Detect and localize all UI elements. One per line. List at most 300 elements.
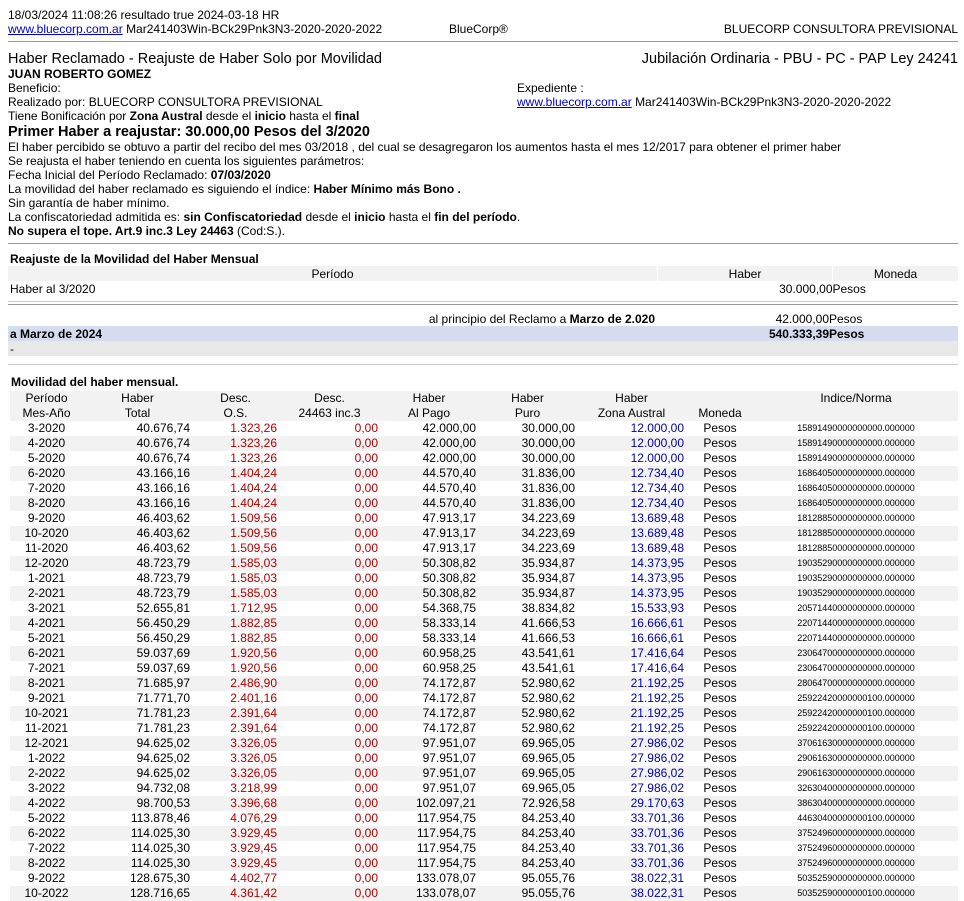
cell-haber-pago: 117.954,75 xyxy=(416,841,476,855)
cell-indice: 19035290000000000.000000 xyxy=(754,586,958,601)
cell-desc-24463: 0,00 xyxy=(354,631,378,645)
cell-periodo: 8-2022 xyxy=(10,856,83,871)
cell-haber-total: 52.655,81 xyxy=(136,601,190,615)
cell-moneda: Pesos xyxy=(686,586,754,601)
col-moneda-header xyxy=(686,391,754,406)
table-row xyxy=(10,541,958,556)
col-haber-puro-header: Puro xyxy=(478,406,577,421)
cell-moneda: Pesos xyxy=(686,616,754,631)
benefit-type: Jubilación Ordinaria - PBU - PC - PAP Ley 24241 xyxy=(641,51,958,67)
primer-haber: Primer Haber a reajustar: 30.000,00 Pesos del 3/2020 xyxy=(8,124,370,140)
cell-indice: 37524960000000000.000000 xyxy=(754,856,958,871)
cell-desc-24463: 0,00 xyxy=(279,496,380,511)
col-haber-pago-header: Haber xyxy=(380,391,478,406)
table-row xyxy=(10,751,958,766)
cell-zona-austral: 12.000,00 xyxy=(630,421,684,435)
cell-desc-24463: 0,00 xyxy=(354,721,378,735)
cell-indice: 29061630000000000.000000 xyxy=(797,753,915,763)
cell-haber-puro: 69.965,05 xyxy=(521,751,575,765)
table-row xyxy=(10,496,958,511)
cell-indice: 37524960000000000.000000 xyxy=(797,843,915,853)
cell-desc-24463: 0,00 xyxy=(354,451,378,465)
expediente-line xyxy=(517,95,891,109)
cell-zona-austral: 14.373,95 xyxy=(630,571,684,585)
cell-desc-os: 1.404,24 xyxy=(192,496,279,511)
cell-moneda: Pesos xyxy=(686,436,754,451)
cell-haber-pago: 74.172,87 xyxy=(380,676,478,691)
table-row xyxy=(10,856,958,871)
cell-haber-puro: 41.666,53 xyxy=(478,616,577,631)
table-header-row xyxy=(10,391,958,406)
cell-zona-austral: 21.192,25 xyxy=(577,676,686,691)
col-zona-austral-header: Zona Austral xyxy=(577,406,686,421)
cell-zona-austral: 21.192,25 xyxy=(630,721,684,735)
cell-periodo: 10-2021 xyxy=(10,706,83,721)
cell-periodo: 4-2020 xyxy=(10,436,83,451)
cell-desc-24463: 0,00 xyxy=(354,781,378,795)
table-row xyxy=(10,706,958,721)
cell-zona-austral: 12.000,00 xyxy=(630,451,684,465)
cell-haber-puro: 84.253,40 xyxy=(521,811,575,825)
cell-haber-puro: 30.000,00 xyxy=(521,421,575,435)
cell-desc-24463: 0,00 xyxy=(354,541,378,555)
reajuste-title: Reajuste de la Movilidad del Haber Mensual xyxy=(10,252,259,266)
cell-haber-puro: 72.926,58 xyxy=(478,796,577,811)
cell-periodo: 12-2020 xyxy=(10,556,83,571)
cell-haber-total: 71.781,23 xyxy=(136,721,190,735)
table-row xyxy=(10,826,958,841)
col-haber: Haber xyxy=(658,266,833,281)
col-periodo: Período xyxy=(8,266,658,281)
brand: BlueCorp® xyxy=(449,22,508,36)
col-periodo-header: Período xyxy=(10,391,83,406)
cell-indice: 23064700000000000.000000 xyxy=(754,646,958,661)
table-row xyxy=(10,736,958,751)
desc-line-3: Fecha Inicial del Período Reclamado: 07/03/2020 xyxy=(8,168,271,182)
cell-desc-24463: 0,00 xyxy=(279,676,380,691)
cell-zona-austral: 15.533,93 xyxy=(630,601,684,615)
cell-indice: 19035290000000000.000000 xyxy=(797,573,915,583)
cell-periodo: 9-2021 xyxy=(27,691,66,705)
cell-haber-puro: 35.934,87 xyxy=(521,571,575,585)
cell-zona-austral: 21.192,25 xyxy=(577,706,686,721)
cell-haber-puro: 31.836,00 xyxy=(521,481,575,495)
timestamp: 18/03/2024 11:08:26 resultado true 2024-03-18 HR xyxy=(8,8,280,22)
cell-haber-total: 48.723,79 xyxy=(136,571,190,585)
cell-haber-puro: 52.980,62 xyxy=(478,706,577,721)
cell-indice: 37524960000000000.000000 xyxy=(754,826,958,841)
cell-moneda: Pesos xyxy=(703,871,737,885)
col-indice-header: Indice/Norma xyxy=(754,391,958,406)
cell-desc-24463: 0,00 xyxy=(279,706,380,721)
table-row xyxy=(10,466,958,481)
table-row xyxy=(10,481,958,496)
cell-desc-os: 1.509,56 xyxy=(230,511,277,525)
cell-desc-os: 1.323,26 xyxy=(192,436,279,451)
cell-moneda: Pesos xyxy=(686,676,754,691)
cell-haber-total: 94.625,02 xyxy=(136,751,190,765)
cell-desc-24463: 0,00 xyxy=(354,871,378,885)
cell-haber-pago: 42.000,00 xyxy=(422,421,476,435)
cell-haber-puro: 52.980,62 xyxy=(478,676,577,691)
cell-haber-puro: 30.000,00 xyxy=(521,451,575,465)
cell-zona-austral: 33.701,36 xyxy=(630,841,684,855)
cell-zona-austral: 27.986,02 xyxy=(577,736,686,751)
divider xyxy=(8,41,958,42)
cell-zona-austral: 17.416,64 xyxy=(577,646,686,661)
table-row xyxy=(10,691,958,706)
cell-haber-total: 114.025,30 xyxy=(130,841,190,855)
cell-haber-total: 40.676,74 xyxy=(83,436,192,451)
cell-haber-pago: 50.308,82 xyxy=(380,586,478,601)
table-row xyxy=(10,526,958,541)
col-haber-pago-header: Al Pago xyxy=(380,406,478,421)
cell-haber-total: 114.025,30 xyxy=(83,826,192,841)
divider xyxy=(8,301,958,302)
cell-haber-puro: 69.965,05 xyxy=(478,766,577,781)
cell-haber-total: 59.037,69 xyxy=(136,661,190,675)
cell-haber-total: 48.723,79 xyxy=(83,586,192,601)
cell-desc-24463: 0,00 xyxy=(279,646,380,661)
cell-haber-total: 94.732,08 xyxy=(136,781,190,795)
table-row xyxy=(10,766,958,781)
cell-periodo: 6-2021 xyxy=(10,646,83,661)
col-indice-header xyxy=(754,406,958,421)
reajuste-table xyxy=(8,266,958,296)
cell-haber-puro: 43.541,61 xyxy=(478,646,577,661)
cell-desc-24463: 0,00 xyxy=(354,481,378,495)
cell-haber-puro: 34.223,69 xyxy=(521,541,575,555)
desc-line-4: La movilidad del haber reclamado es siguiendo el índice: Haber Mínimo más Bono . xyxy=(8,182,461,196)
movilidad-title: Movilidad del haber mensual. xyxy=(11,375,179,389)
cell-haber-total: 48.723,79 xyxy=(83,556,192,571)
cell-desc-os: 1.404,24 xyxy=(192,466,279,481)
cell-desc-24463: 0,00 xyxy=(279,466,380,481)
cell-moneda: Pesos xyxy=(703,511,737,525)
table-row xyxy=(10,451,958,466)
row-label: - xyxy=(10,341,14,356)
cell-indice: 15891490000000000.000000 xyxy=(754,436,958,451)
cell-periodo: 11-2020 xyxy=(24,541,69,555)
cell-desc-os: 3.929,45 xyxy=(230,841,277,855)
cell-periodo: 2-2022 xyxy=(10,766,83,781)
cell-haber-puro: 43.541,61 xyxy=(521,661,575,675)
cell-haber-pago: 44.570,40 xyxy=(380,496,478,511)
table-row xyxy=(10,616,958,631)
cell-zona-austral: 27.986,02 xyxy=(630,781,684,795)
cell-haber-puro: 95.055,76 xyxy=(478,886,577,901)
col-moneda-header: Moneda xyxy=(686,406,754,421)
cell-desc-os: 3.326,05 xyxy=(192,766,279,781)
cell-desc-os: 1.920,56 xyxy=(192,646,279,661)
cell-haber-total: 128.716,65 xyxy=(83,886,192,901)
cell-haber-total: 46.403,62 xyxy=(136,511,190,525)
cell-desc-24463: 0,00 xyxy=(279,736,380,751)
cell-periodo: 12-2021 xyxy=(10,736,83,751)
cell-indice: 15891490000000000.000000 xyxy=(797,423,915,433)
cell-haber-pago: 58.333,14 xyxy=(380,616,478,631)
cell-desc-os: 1.882,85 xyxy=(230,631,277,645)
reajuste-summary-table xyxy=(8,311,958,356)
table-row xyxy=(10,511,958,526)
expediente-value: Mar241403Win-BCk29Pnk3N3-2020-2020-2022 xyxy=(635,95,892,109)
movilidad-table xyxy=(10,391,958,901)
cell-moneda: Pesos xyxy=(703,841,737,855)
cell-haber-puro: 69.965,05 xyxy=(521,781,575,795)
cell-moneda: Pesos xyxy=(686,706,754,721)
site-link[interactable]: www.bluecorp.com.ar xyxy=(8,22,123,36)
cell-periodo: 6-2020 xyxy=(10,466,83,481)
cell-haber-total: 43.166,16 xyxy=(83,466,192,481)
table-header-row xyxy=(10,406,958,421)
cell-moneda: Pesos xyxy=(703,661,737,675)
cell-zona-austral: 12.000,00 xyxy=(577,436,686,451)
cell-indice: 23064700000000000.000000 xyxy=(797,663,915,673)
cell-haber-total: 128.675,30 xyxy=(129,871,190,885)
cell-periodo: 8-2021 xyxy=(10,676,83,691)
cell-haber-total: 71.771,70 xyxy=(136,691,190,705)
row-moneda: Pesos xyxy=(829,326,865,341)
cell-zona-austral: 14.373,95 xyxy=(577,586,686,601)
table-row xyxy=(10,811,958,826)
cell-desc-os: 3.396,68 xyxy=(192,796,279,811)
table-row xyxy=(10,436,958,451)
cell-desc-24463: 0,00 xyxy=(279,586,380,601)
cell-moneda: Pesos xyxy=(703,631,737,645)
cell-periodo: 4-2022 xyxy=(10,796,83,811)
cell-indice: 37061630000000000.000000 xyxy=(754,736,958,751)
cell-desc-24463: 0,00 xyxy=(354,841,378,855)
table-row xyxy=(10,871,958,886)
cell-desc-os: 3.326,05 xyxy=(230,751,277,765)
cell-moneda: Pesos xyxy=(703,781,737,795)
cell-indice: 20571440000000000.000000 xyxy=(797,603,915,613)
cell-haber-pago: 50.308,82 xyxy=(380,556,478,571)
cell-periodo: 10-2020 xyxy=(10,526,83,541)
cell-haber-total: 113.878,46 xyxy=(130,811,190,825)
cell-desc-os: 4.402,77 xyxy=(230,871,277,885)
cell-periodo: 3-2022 xyxy=(27,781,66,795)
row-label: Haber al 3/2020 xyxy=(10,281,96,296)
cell-periodo: 6-2022 xyxy=(10,826,83,841)
cell-desc-os: 1.920,56 xyxy=(230,661,277,675)
cell-haber-pago: 133.078,07 xyxy=(380,886,478,901)
row-label: al principio del Reclamo a Marzo de 2.020 xyxy=(428,311,655,326)
cell-haber-total: 56.450,29 xyxy=(136,631,190,645)
cell-haber-pago: 102.097,21 xyxy=(380,796,478,811)
table-row xyxy=(10,601,958,616)
desc-line-5: Sin garantía de haber mínimo. xyxy=(8,196,170,210)
cell-desc-os: 3.326,05 xyxy=(192,736,279,751)
cell-desc-os: 1.323,26 xyxy=(230,451,277,465)
cell-haber-total: 71.781,23 xyxy=(83,706,192,721)
cell-desc-os: 1.882,85 xyxy=(192,616,279,631)
col-haber-puro-header: Haber xyxy=(478,391,577,406)
table-row xyxy=(10,421,958,436)
cell-haber-pago: 60.958,25 xyxy=(380,646,478,661)
cell-desc-24463: 0,00 xyxy=(354,571,378,585)
cell-desc-24463: 0,00 xyxy=(279,886,380,901)
cell-zona-austral: 38.022,31 xyxy=(630,871,684,885)
cell-haber-puro: 38.834,82 xyxy=(521,601,575,615)
divider xyxy=(8,243,958,244)
cell-indice: 29061630000000000.000000 xyxy=(754,766,958,781)
col-desc-24463-header: Desc. xyxy=(279,391,380,406)
cell-periodo: 2-2021 xyxy=(10,586,83,601)
cell-zona-austral: 16.666,61 xyxy=(577,616,686,631)
table-row xyxy=(10,571,958,586)
cell-periodo: 9-2020 xyxy=(27,511,66,525)
table-row xyxy=(10,886,958,901)
cell-periodo: 3-2020 xyxy=(27,421,66,435)
beneficio-label: Beneficio: xyxy=(8,81,61,95)
cell-haber-pago: 60.958,25 xyxy=(422,661,476,675)
cell-haber-total: 43.166,16 xyxy=(83,496,192,511)
cell-desc-24463: 0,00 xyxy=(354,511,378,525)
cell-haber-pago: 47.913,17 xyxy=(380,526,478,541)
cell-desc-os: 3.218,99 xyxy=(230,781,277,795)
cell-zona-austral: 27.986,02 xyxy=(577,766,686,781)
cell-moneda: Pesos xyxy=(703,451,737,465)
cell-haber-total: 94.625,02 xyxy=(83,766,192,781)
cell-desc-24463: 0,00 xyxy=(279,766,380,781)
cell-haber-pago: 97.951,07 xyxy=(380,736,478,751)
cell-periodo: 7-2021 xyxy=(27,661,66,675)
cell-haber-pago: 117.954,75 xyxy=(380,856,478,871)
expediente-label: Expediente : xyxy=(517,81,584,95)
cell-haber-pago: 50.308,82 xyxy=(422,571,476,585)
row-label: a Marzo de 2024 xyxy=(10,326,103,341)
cell-haber-pago: 44.570,40 xyxy=(380,466,478,481)
cell-zona-austral: 13.689,48 xyxy=(630,511,684,525)
table-row xyxy=(10,646,958,661)
cell-desc-24463: 0,00 xyxy=(354,811,378,825)
col-haber-total-header: Haber xyxy=(83,391,192,406)
cell-haber-puro: 31.836,00 xyxy=(478,466,577,481)
cell-desc-os: 1.585,03 xyxy=(192,556,279,571)
col-desc-24463-header: 24463 inc.3 xyxy=(279,406,380,421)
cell-haber-total: 56.450,29 xyxy=(83,616,192,631)
cell-periodo: 3-2021 xyxy=(27,601,66,615)
cell-moneda: Pesos xyxy=(703,541,737,555)
cell-haber-total: 71.685,97 xyxy=(83,676,192,691)
cell-desc-os: 1.323,26 xyxy=(230,421,277,435)
cell-haber-puro: 84.253,40 xyxy=(521,841,575,855)
row-moneda: Pesos xyxy=(832,281,866,296)
table-row xyxy=(10,781,958,796)
cell-zona-austral: 12.734,40 xyxy=(577,496,686,511)
cell-desc-24463: 0,00 xyxy=(354,421,378,435)
cell-desc-os: 1.509,56 xyxy=(230,541,277,555)
cell-zona-austral: 33.701,36 xyxy=(577,856,686,871)
cell-desc-os: 1.712,95 xyxy=(230,601,277,615)
cell-haber-total: 94.625,02 xyxy=(83,736,192,751)
cell-periodo: 5-2022 xyxy=(27,811,66,825)
desc-line-7: No supera el tope. Art.9 inc.3 Ley 24463 (Cod:S.). xyxy=(8,224,286,238)
cell-desc-24463: 0,00 xyxy=(354,691,378,705)
cell-desc-os: 4.076,29 xyxy=(230,811,277,825)
cell-desc-os: 1.585,03 xyxy=(192,586,279,601)
cell-haber-puro: 52.980,62 xyxy=(521,691,575,705)
cell-haber-pago: 74.172,87 xyxy=(422,691,476,705)
cell-haber-pago: 74.172,87 xyxy=(380,706,478,721)
cell-moneda: Pesos xyxy=(686,526,754,541)
cell-desc-os: 1.585,03 xyxy=(230,571,277,585)
cell-haber-puro: 84.253,40 xyxy=(478,856,577,871)
cell-haber-puro: 41.666,53 xyxy=(521,631,575,645)
cell-moneda: Pesos xyxy=(703,751,737,765)
cell-haber-total: 46.403,62 xyxy=(136,541,190,555)
cell-indice: 18128850000000000.000000 xyxy=(754,526,958,541)
cell-desc-24463: 0,00 xyxy=(354,601,378,615)
cell-zona-austral: 33.701,36 xyxy=(577,826,686,841)
cell-desc-os: 2.391,64 xyxy=(192,706,279,721)
cell-moneda: Pesos xyxy=(703,571,737,585)
cell-haber-pago: 44.570,40 xyxy=(422,481,476,495)
cell-indice: 28064700000000000.000000 xyxy=(754,676,958,691)
row-value: 30.000,00 xyxy=(779,281,833,296)
realizado-por: Realizado por: BLUECORP CONSULTORA PREVISIONAL xyxy=(8,95,323,109)
cell-haber-pago: 117.954,75 xyxy=(416,811,476,825)
cell-haber-puro: 95.055,76 xyxy=(521,871,575,885)
cell-zona-austral: 29.170,63 xyxy=(577,796,686,811)
cell-indice: 22071440000000000.000000 xyxy=(797,633,915,643)
cell-moneda: Pesos xyxy=(686,856,754,871)
cell-periodo: 1-2022 xyxy=(27,751,66,765)
cell-moneda: Pesos xyxy=(686,736,754,751)
cell-indice: 15891490000000000.000000 xyxy=(797,453,915,463)
company-name: BLUECORP CONSULTORA PREVISIONAL xyxy=(723,22,958,36)
cell-moneda: Pesos xyxy=(703,721,737,735)
cell-haber-puro: 35.934,87 xyxy=(478,556,577,571)
expediente-link[interactable]: www.bluecorp.com.ar xyxy=(517,95,632,109)
cell-haber-pago: 74.172,87 xyxy=(422,721,476,735)
table-row xyxy=(10,586,958,601)
cell-indice: 25922420000000100.000000 xyxy=(797,693,915,703)
cell-haber-pago: 97.951,07 xyxy=(380,766,478,781)
cell-zona-austral: 27.986,02 xyxy=(630,751,684,765)
cell-haber-pago: 117.954,75 xyxy=(380,826,478,841)
col-desc-os-header: Desc. xyxy=(192,391,279,406)
cell-periodo: 5-2021 xyxy=(27,631,66,645)
cell-desc-os: 2.401,16 xyxy=(230,691,277,705)
cell-moneda: Pesos xyxy=(686,886,754,901)
report-title: Haber Reclamado - Reajuste de Haber Solo por Movilidad xyxy=(8,51,382,67)
cell-haber-puro: 35.934,87 xyxy=(478,586,577,601)
divider xyxy=(8,364,958,365)
cell-zona-austral: 13.689,48 xyxy=(577,526,686,541)
table-row xyxy=(10,721,958,736)
cell-desc-os: 4.361,42 xyxy=(192,886,279,901)
cell-indice: 44630400000000100.000000 xyxy=(797,813,915,823)
cell-moneda: Pesos xyxy=(686,796,754,811)
cell-zona-austral: 13.689,48 xyxy=(630,541,684,555)
cell-haber-pago: 58.333,14 xyxy=(422,631,476,645)
cell-periodo: 9-2022 xyxy=(27,871,66,885)
table-row xyxy=(10,631,958,646)
cell-desc-os: 3.929,45 xyxy=(192,856,279,871)
cell-desc-24463: 0,00 xyxy=(279,856,380,871)
person-name: JUAN ROBERTO GOMEZ xyxy=(8,67,152,81)
table-row xyxy=(10,556,958,571)
cell-indice: 50352590000000100.000000 xyxy=(754,886,958,901)
cell-desc-os: 3.929,45 xyxy=(192,826,279,841)
cell-desc-24463: 0,00 xyxy=(354,751,378,765)
table-row xyxy=(10,676,958,691)
col-moneda: Moneda xyxy=(873,266,918,281)
cell-haber-pago: 97.951,07 xyxy=(422,781,476,795)
col-haber-total-header: Total xyxy=(83,406,192,421)
